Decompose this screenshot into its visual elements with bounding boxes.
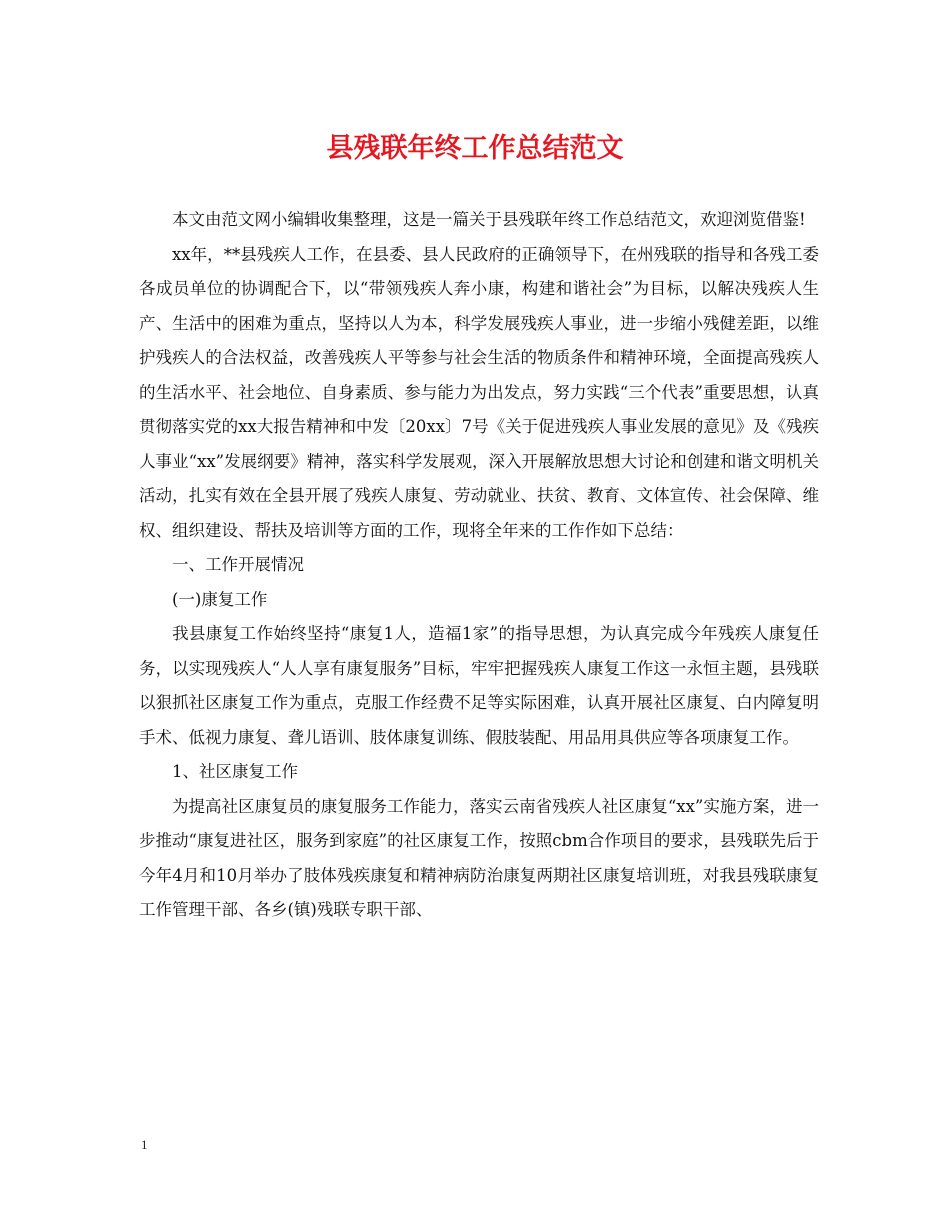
paragraph-intro: 本文由范文网小编辑收集整理，这是一篇关于县残联年终工作总结范文，欢迎浏览借鉴! [172,210,806,229]
document-body [139,203,819,928]
page-number: 1 [141,1137,148,1152]
item-heading: 1、社区康复工作 [172,762,298,781]
section-heading: 一、工作开展情况 [172,555,304,574]
subsection-heading: (一)康复工作 [172,589,268,609]
paragraph-overview: xx年，**县残疾人工作，在县委、县人民政府的正确领导下，在州残联的指导和各残工委各成员单位的协调配合下，以“带领残疾人奔小康，构建和谐社会”为目标，以解决残疾人生产、生活中的困难为重点，坚持以人为本，科学发展残疾人事业，进一步缩小残健差距，以维护残疾人的合法权益，改善残疾人平等参与社会生活的物质条件和精神环境，全面提高残疾人的生活水平、社会地位、自身素质、参与能力为出发点，努力实践“三个代表”重要思想，认真贯彻落实党的xx大报告精神和中发〔20xx〕7号《关于促进残疾人事业发展的意见》及《残疾人事业“xx”发展纲要》精神，落实科学发展观，深入开展解放思想大讨论和创建和谐文明机关活动，扎实有效在全县开展了残疾人康复、劳动就业、扶贫、教育、文体宣传、社会保障、维权、组织建设、帮扶及培训等方面的工作，现将全年来的工作作如下总结： [139,244,819,540]
paragraph-rehab: 我县康复工作始终坚持“康复1人，造福1家”的指导思想，为认真完成今年残疾人康复任务，以实现残疾人“人人享有康复服务”目标，牢牢把握残疾人康复工作这一永恒主题，县残联以狠抓社区康复工作为重点，克服工作经费不足等实际困难，认真开展社区康复、白内障复明手术、低视力康复、聋儿语训、肢体康复训练、假肢装配、用品用具供应等各项康复工作。 [139,624,819,747]
paragraph-community-rehab: 为提高社区康复员的康复服务工作能力，落实云南省残疾人社区康复“xx”实施方案，进一步推动“康复进社区，服务到家庭”的社区康复工作，按照cbm合作项目的要求，县残联先后于今年4月和10月举办了肢体残疾康复和精神病防治康复两期社区康复培训班，对我县残联康复工作管理干部、各乡(镇)残联专职干部、 [139,796,819,919]
document-title: 县残联年终工作总结范文 [326,133,624,164]
